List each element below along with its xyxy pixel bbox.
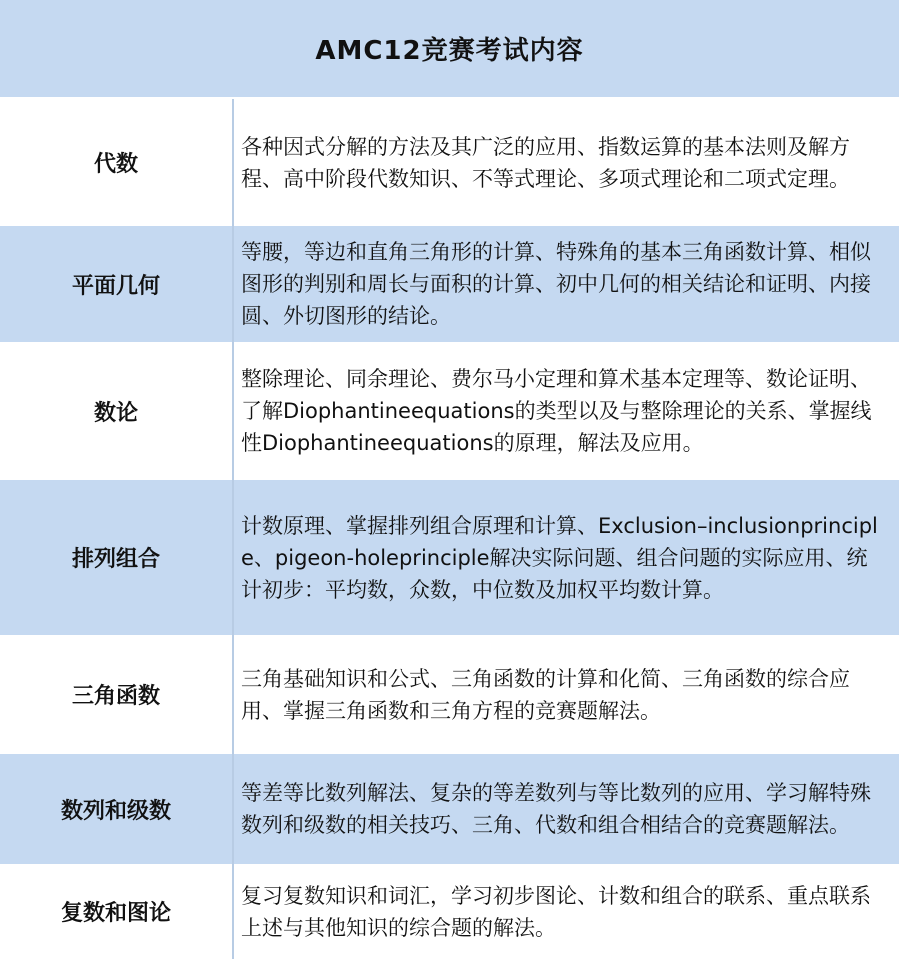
row-label-cell (0, 864, 234, 959)
table-row (0, 635, 899, 754)
row-content: 等差等比数列解法、复杂的等差数列与等比数列的应用、学习解特殊数列和级数的相关技巧、三角、代数和组合相结合的竞赛题解法。 (241, 781, 871, 837)
row-content: 各种因式分解的方法及其广泛的应用、指数运算的基本法则及解方程、高中阶段代数知识、不等式理论、多项式理论和二项式定理。 (241, 134, 850, 191)
row-label-cell (0, 342, 234, 480)
row-label: 代数 (93, 152, 138, 177)
row-label: 数列和级数 (60, 798, 171, 824)
row-label: 排列组合 (71, 547, 160, 572)
row-label: 数论 (93, 400, 138, 426)
row-content-cell (234, 635, 899, 754)
row-content-cell (234, 480, 899, 635)
row-label-cell (0, 99, 234, 226)
title-row (0, 0, 899, 97)
table-row (0, 97, 899, 226)
row-label-cell (0, 480, 234, 635)
row-content-cell (234, 754, 899, 864)
row-content-cell (234, 99, 899, 226)
table-row (0, 342, 899, 480)
row-content: 计数原理、掌握排列组合原理和计算、Exclusion–inclusionprinciple、pigeon-holeprinciple解决实际问题、组合问题的实际应用、统计初步：平均数，众数，中位数及加权平均数计算。 (241, 513, 878, 602)
row-content: 复习复数知识和词汇，学习初步图论、计数和组合的联系、重点联系上述与其他知识的综合题的解法。 (241, 883, 871, 940)
table-row (0, 864, 899, 959)
row-content-cell (234, 864, 899, 959)
row-label: 平面几何 (71, 273, 160, 299)
row-content: 整除理论、同余理论、费尔马小定理和算术基本定理等、数论证明、了解Diophantineequations的类型以及与整除理论的关系、掌握线性Diophantineequations的原理，解法及应用。 (241, 367, 872, 455)
row-content-cell (234, 342, 899, 480)
row-label: 三角函数 (71, 684, 160, 709)
table-row (0, 754, 899, 864)
table-row (0, 480, 899, 635)
row-content: 等腰，等边和直角三角形的计算、特殊角的基本三角函数计算、相似图形的判别和周长与面积的计算、初中几何的相关结论和证明、内接圆、外切图形的结论。 (241, 240, 871, 328)
row-label-cell (0, 226, 234, 342)
table-row (0, 226, 899, 342)
row-label: 复数和图论 (60, 901, 171, 926)
row-content-cell (234, 226, 899, 342)
row-label-cell (0, 754, 234, 864)
row-content: 三角基础知识和公式、三角函数的计算和化简、三角函数的综合应用、掌握三角函数和三角方程的竞赛题解法。 (241, 666, 850, 723)
row-label-cell (0, 635, 234, 754)
table-title: AMC12竞赛考试内容 (315, 36, 584, 66)
